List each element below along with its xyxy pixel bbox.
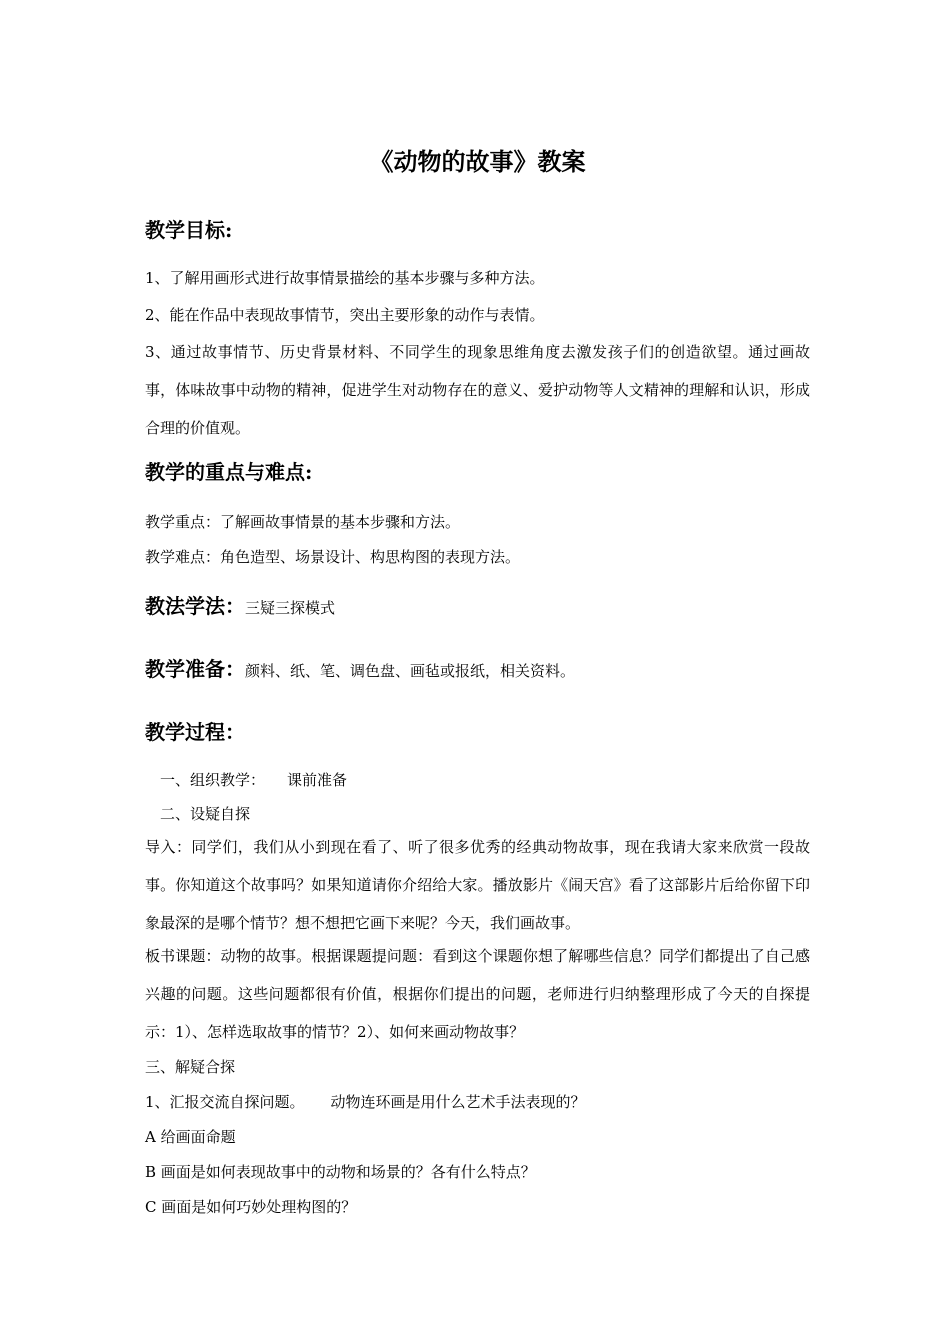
option-a: A 给画面命题 xyxy=(145,1128,236,1146)
objective-item-1: 1、了解用画形式进行故事情景描绘的基本步骤与多种方法。 xyxy=(145,269,545,287)
prep-value: 颜料、纸、笔、调色盘、画毡或报纸，相关资料。 xyxy=(245,662,576,680)
key-points-heading: 教学的重点与难点: xyxy=(145,460,313,484)
teaching-difficulty: 教学难点：角色造型、场景设计、构思构图的表现方法。 xyxy=(145,548,521,566)
step-1-value: 课前准备 xyxy=(287,771,348,789)
intro-paragraph: 导入：同学们，我们从小到现在看了、听了很多优秀的经典动物故事，现在我请大家来欣赏一段故事。你知道这个故事吗？如果知道请你介绍给大家。播放影片《闹天宫》看了这部影片后给你留下印象最深的是哪个情节？想不想把它画下来呢？今天，我们画故事。 xyxy=(145,838,810,932)
prep-line xyxy=(145,655,575,685)
option-c: C 画面是如何巧妙处理构图的？ xyxy=(145,1198,357,1216)
question-1 xyxy=(145,1092,586,1112)
board-paragraph: 板书课题：动物的故事。根据课题提问题：看到这个课题你想了解哪些信息？同学们都提出了自己感兴趣的问题。这些问题都很有价值，根据你们提出的问题，老师进行归纳整理形成了今天的自探提示：1）、怎样选取故事的情节？2）、如何来画动物故事？ xyxy=(145,947,810,1041)
objectives-heading: 教学目标: xyxy=(145,218,233,242)
objective-item-3: 3、通过故事情节、历史背景材料、不同学生的现象思维角度去激发孩子们的创造欲望。通过画故事，体味故事中动物的精神，促进学生对动物存在的意义、爱护动物等人文精神的理解和认识，形成合理的价值观。 xyxy=(145,343,810,437)
process-step-3: 三、解疑合探 xyxy=(145,1058,236,1076)
step-1-label: 一、组织教学： xyxy=(160,771,266,789)
prep-label: 教学准备： xyxy=(145,657,245,681)
option-b: B 画面是如何表现故事中的动物和场景的？各有什么特点？ xyxy=(145,1163,536,1181)
process-heading: 教学过程： xyxy=(145,720,245,744)
process-step-1 xyxy=(160,770,347,790)
method-value: 三疑三探模式 xyxy=(245,599,336,617)
process-step-2: 二、设疑自探 xyxy=(160,805,251,823)
page-title: 《动物的故事》教案 xyxy=(369,147,586,176)
objective-item-2: 2、能在作品中表现故事情节，突出主要形象的动作与表情。 xyxy=(145,306,545,324)
method-line xyxy=(145,592,335,622)
method-label: 教法学法： xyxy=(145,594,245,618)
question-1-label: 1、汇报交流自探问题。 xyxy=(145,1093,305,1111)
teaching-focus: 教学重点：了解画故事情景的基本步骤和方法。 xyxy=(145,513,461,531)
question-1-value: 动物连环画是用什么艺术手法表现的？ xyxy=(330,1093,586,1111)
